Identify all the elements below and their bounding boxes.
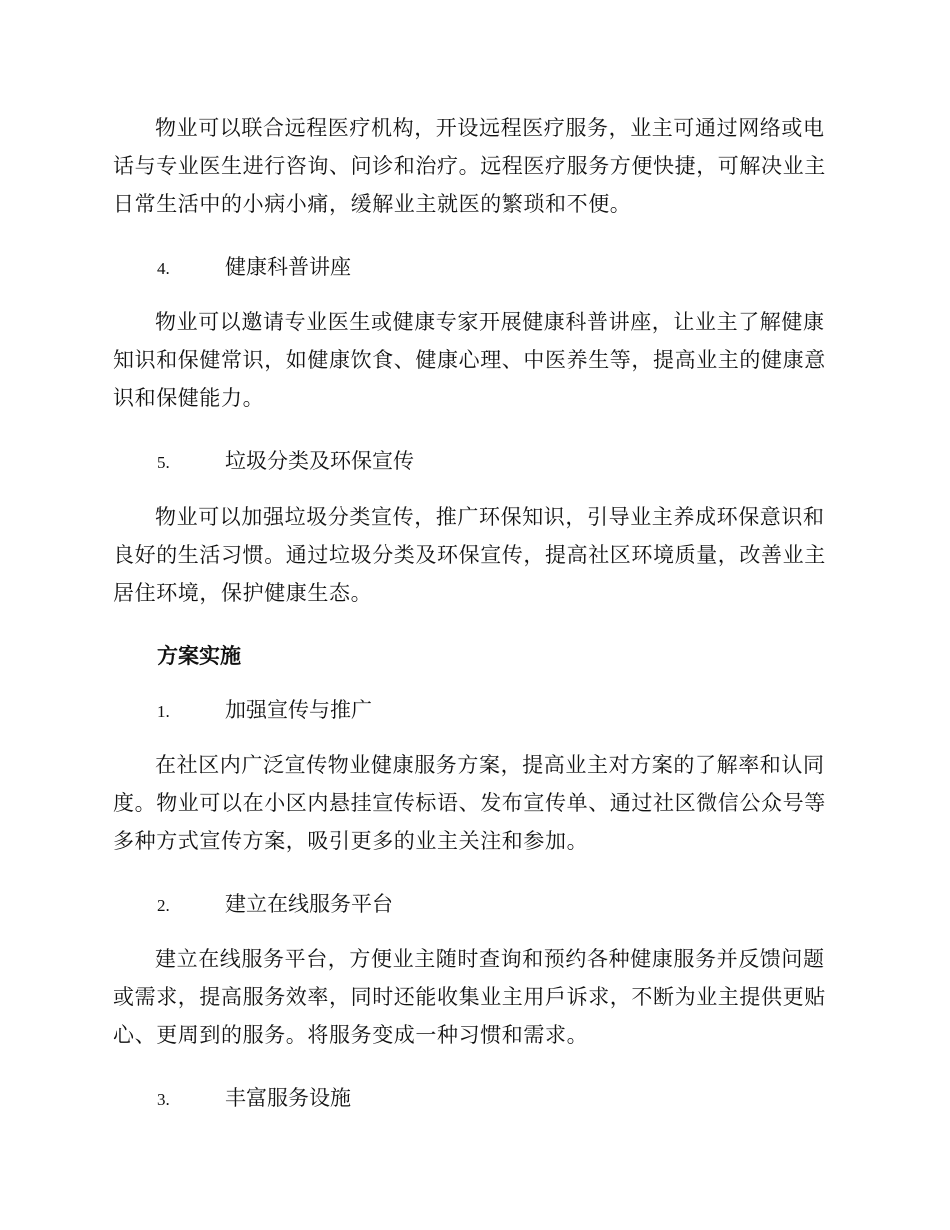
- list-item-label: 垃圾分类及环保宣传: [225, 449, 414, 473]
- paragraph-online-platform: 建立在线服务平台，方便业主随时查询和预约各种健康服务并反馈问题或需求，提高服务效率，同时还能收集业主用戶诉求，不断为业主提供更贴心、更周到的服务。将服务变成一种习惯和需求。: [113, 947, 826, 1047]
- paragraph-waste-sorting: 物业可以加强垃圾分类宣传，推广环保知识，引导业主养成环保意识和良好的生活习惯。通过垃圾分类及环保宣传，提高社区环境质量，改善业主居住环境，保护健康生态。: [113, 505, 826, 605]
- list-number: 5.: [157, 453, 170, 472]
- paragraph-promotion: 在社区内广泛宣传物业健康服务方案，提高业主对方案的了解率和认同度。物业可以在小区内悬挂宣传标语、发布宣传单、通过社区微信公众号等多种方式宣传方案，吸引更多的业主关注和参加。: [113, 753, 826, 853]
- list-number: 4.: [157, 259, 170, 278]
- list-number: 2.: [157, 896, 170, 915]
- list-item-health-lecture: [157, 248, 351, 288]
- list-item-facilities: [157, 1079, 351, 1119]
- list-item-label: 建立在线服务平台: [225, 892, 393, 916]
- paragraph-health-lecture: 物业可以邀请专业医生或健康专家开展健康科普讲座，让业主了解健康知识和保健常识，如健康饮食、健康心理、中医养生等，提高业主的健康意识和保健能力。: [113, 310, 826, 410]
- list-item-label: 丰富服务设施: [225, 1086, 351, 1110]
- list-item-online-platform: [157, 885, 393, 925]
- list-item-label: 健康科普讲座: [225, 255, 351, 279]
- list-number: 3.: [157, 1090, 170, 1109]
- list-number: 1.: [157, 702, 170, 721]
- section-heading: 方案实施: [157, 643, 241, 668]
- list-item-waste-sorting: [157, 442, 414, 482]
- paragraph-telemedicine: 物业可以联合远程医疗机构，开设远程医疗服务，业主可通过网络或电话与专业医生进行咨询、问诊和治疗。远程医疗服务方便快捷，可解决业主日常生活中的小病小痛，缓解业主就医的繁琐和不便。: [113, 116, 826, 216]
- list-item-label: 加强宣传与推广: [225, 698, 372, 722]
- list-item-promotion: [157, 691, 372, 731]
